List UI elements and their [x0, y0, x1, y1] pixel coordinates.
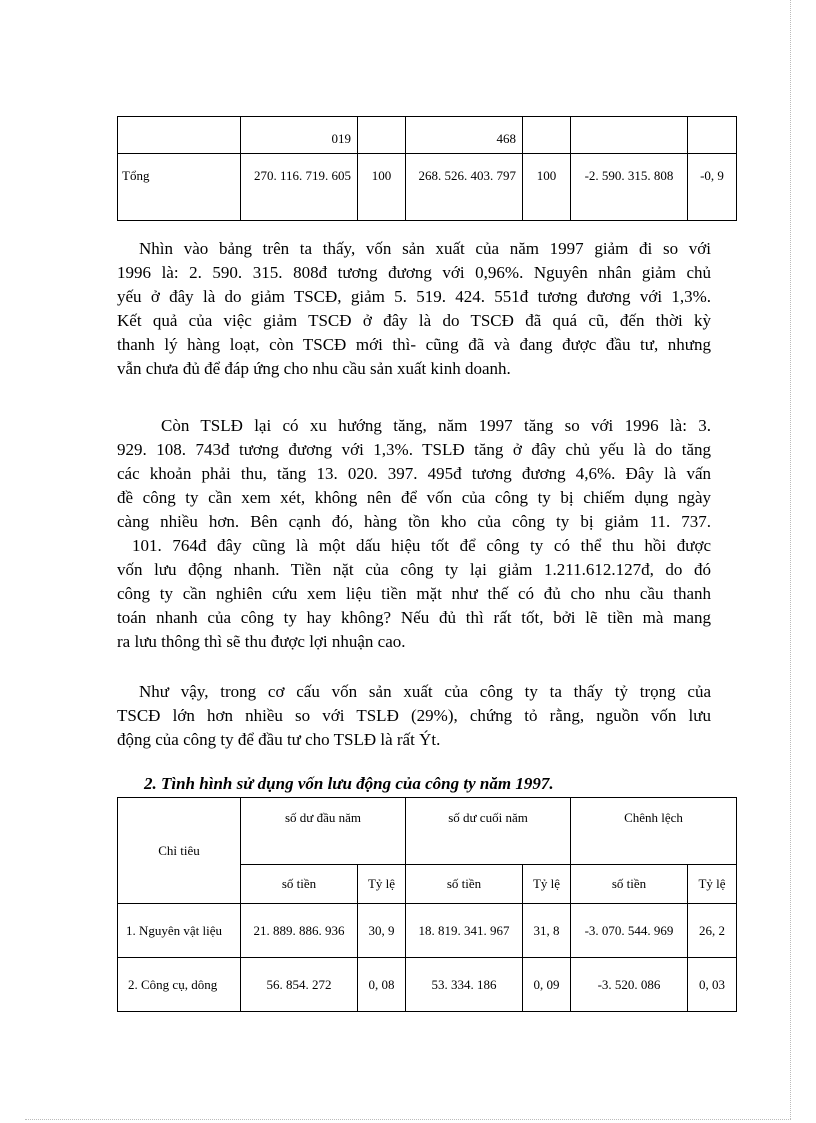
table-cell: 2. Công cụ, dông	[118, 958, 241, 1012]
table-row	[118, 904, 737, 958]
table-cell: 56. 854. 272	[241, 958, 358, 1012]
table-cell	[688, 117, 737, 154]
table-cell: 0, 08	[358, 958, 406, 1012]
table-cell: 18. 819. 341. 967	[406, 904, 523, 958]
table-cell: 31, 8	[523, 904, 571, 958]
table-cell: Tổng	[118, 154, 241, 221]
table-header-row	[118, 798, 737, 865]
table-cell: 0, 03	[688, 958, 737, 1012]
subheader-cell: Tỷ lệ	[688, 865, 737, 904]
table-cell: 26, 2	[688, 904, 737, 958]
text-line: TSCĐ lớn hơn nhiều so với TSLĐ (29%), chứng tỏ rằng, nguồn vốn lưu	[117, 706, 711, 725]
table-cell: 30, 9	[358, 904, 406, 958]
table-cell: 100	[358, 154, 406, 221]
text-line: toán nhanh của công ty hay không? Nếu đủ thì rất tốt, bởi lẽ tiền mà mang	[117, 608, 711, 627]
subheader-cell: số tiền	[406, 865, 523, 904]
paragraph-3	[117, 680, 711, 752]
header-chenh-lech: Chênh lệch	[571, 798, 737, 865]
text-line: Như vậy, trong cơ cấu vốn sản xuất của công ty ta thấy tỷ trọng của	[139, 682, 711, 701]
page-margin-guide	[25, 1119, 791, 1120]
text-line: đề công ty cần xem xét, không nên để vốn của công ty bị chiếm dụng ngày	[117, 488, 711, 507]
text-line: công ty cần nghiên cứu xem liệu tiền mặt như thế có đủ cho nhu cầu thanh	[117, 584, 711, 603]
header-dau-nam: số dư đầu năm	[241, 798, 406, 865]
table-row-total	[118, 154, 737, 221]
table-cell: -3. 520. 086	[571, 958, 688, 1012]
table-cell: 0, 09	[523, 958, 571, 1012]
paragraph-2	[117, 414, 711, 654]
text-line: các khoản phải thu, tăng 13. 020. 397. 495đ tương đương 4,6%. Đây là vấn	[117, 464, 711, 483]
table-cell: 019	[241, 117, 358, 154]
text-line: 929. 108. 743đ tương đương với 1,3%. TSLĐ tăng ở đây chủ yếu là do tăng	[117, 440, 711, 459]
table-row	[118, 117, 737, 154]
table-row	[118, 958, 737, 1012]
table-cell	[571, 117, 688, 154]
table-cell: 21. 889. 886. 936	[241, 904, 358, 958]
paragraph-1	[117, 237, 711, 381]
subheader-cell: số tiền	[241, 865, 358, 904]
subheader-cell: Tỷ lệ	[523, 865, 571, 904]
table-cell: 270. 116. 719. 605	[241, 154, 358, 221]
text-line: 1996 là: 2. 590. 315. 808đ tương đương với 0,96%. Nguyên nhân giảm chủ	[117, 263, 711, 282]
text-line: Kết quả của việc giảm TSCĐ ở đây là do TSCĐ đã quá cũ, đến thời kỳ	[117, 311, 711, 330]
table-cell: 53. 334. 186	[406, 958, 523, 1012]
section-heading: 2. Tình hình sử dụng vốn lưu động của công ty năm 1997.	[144, 774, 554, 793]
table-cell: -2. 590. 315. 808	[571, 154, 688, 221]
subheader-cell: Tỷ lệ	[358, 865, 406, 904]
text-line: vốn lưu động nhanh. Tiền nặt của công ty lại giảm 1.211.612.127đ, do đó	[117, 560, 711, 579]
text-line: 101. 764đ đây cũng là một dấu hiệu tốt để công ty có thể thu hồi được	[132, 536, 711, 555]
text-line: vẫn chưa đủ để đáp ứng cho nhu cầu sản xuất kinh doanh.	[117, 359, 511, 378]
subheader-cell: số tiền	[571, 865, 688, 904]
table-cell	[118, 117, 241, 154]
table-cell: -0, 9	[688, 154, 737, 221]
table-cell: -3. 070. 544. 969	[571, 904, 688, 958]
text-line: Còn TSLĐ lại có xu hướng tăng, năm 1997 tăng so với 1996 là: 3.	[161, 416, 711, 435]
table-cell: 468	[406, 117, 523, 154]
capital-structure-table-continuation	[117, 116, 737, 221]
text-line: Nhìn vào bảng trên ta thấy, vốn sản xuất của năm 1997 giảm đi so với	[139, 239, 711, 258]
table-cell	[358, 117, 406, 154]
text-line: thanh lý hàng loạt, còn TSCĐ mới thì- cũng đã và đang được đầu tư, nhưng	[117, 335, 711, 354]
table-cell: 1. Nguyên vật liệu	[118, 904, 241, 958]
text-line: càng nhiều hơn. Bên cạnh đó, hàng tồn kho của công ty bị giảm 11. 737.	[117, 512, 711, 531]
header-chi-tieu: Chỉ tiêu	[118, 798, 241, 904]
header-cuoi-nam: số dư cuối năm	[406, 798, 571, 865]
text-line: yếu ở đây là do giảm TSCĐ, giảm 5. 519. 424. 551đ tương đương với 1,3%.	[117, 287, 711, 306]
table-cell: 268. 526. 403. 797	[406, 154, 523, 221]
text-line: động của công ty để đầu tư cho TSLĐ là rất Ýt.	[117, 730, 441, 749]
text-line: ra lưu thông thì sẽ thu được lợi nhuận cao.	[117, 632, 406, 651]
page-margin-guide	[790, 0, 791, 1119]
table-cell	[523, 117, 571, 154]
table-cell: 100	[523, 154, 571, 221]
working-capital-table	[117, 797, 737, 1012]
